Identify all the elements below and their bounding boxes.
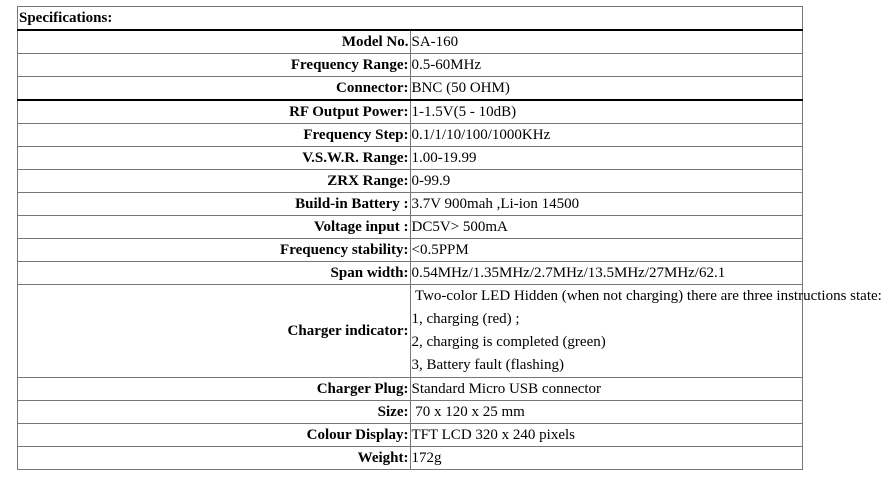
row-value: 0.1/1/10/100/1000KHz [410, 124, 803, 147]
row-value: 3.7V 900mah ,Li-ion 14500 [410, 193, 803, 216]
row-value: 1-1.5V(5 - 10dB) [410, 100, 803, 124]
table-row [18, 193, 803, 216]
row-label: Frequency Range: [18, 54, 411, 77]
charger-line: Two-color LED Hidden (when not charging) there are three instructions state: [411, 288, 882, 304]
row-label: ZRX Range: [18, 170, 411, 193]
row-label: Frequency Step: [18, 124, 411, 147]
charger-line: 3, Battery fault (flashing) [411, 357, 564, 373]
row-value: 0.5-60MHz [410, 54, 803, 77]
row-label: Colour Display: [18, 424, 411, 447]
row-label: Connector: [18, 77, 411, 101]
specifications-table [17, 6, 882, 470]
row-value: BNC (50 OHM) [410, 77, 803, 101]
table-row [18, 77, 803, 101]
row-label: Model No. [18, 30, 411, 54]
row-value: 0-99.9 [410, 170, 803, 193]
charger-line: 2, charging is completed (green) [411, 334, 606, 350]
row-value: 1.00-19.99 [410, 147, 803, 170]
row-label: Size: [18, 401, 411, 424]
row-label: V.S.W.R. Range: [18, 147, 411, 170]
row-value: DC5V> 500mA [410, 216, 803, 239]
row-value-multiline [410, 285, 882, 378]
table-row [18, 216, 803, 239]
row-label: Span width: [18, 262, 411, 285]
row-value: 70 x 120 x 25 mm [410, 401, 803, 424]
table-row [18, 447, 803, 470]
row-value: SA-160 [410, 30, 803, 54]
charger-line: 1, charging (red) ; [411, 311, 520, 327]
table-row [18, 378, 803, 401]
table-row [18, 54, 803, 77]
table-row [18, 124, 803, 147]
table-row [18, 170, 803, 193]
table-row [18, 100, 803, 124]
table-row [18, 30, 803, 54]
table-title: Specifications: [18, 7, 803, 31]
row-value: <0.5PPM [410, 239, 803, 262]
row-value: 172g [410, 447, 803, 470]
row-label: Build-in Battery : [18, 193, 411, 216]
row-label: Frequency stability: [18, 239, 411, 262]
row-label: Charger Plug: [18, 378, 411, 401]
row-label: Voltage input : [18, 216, 411, 239]
table-row [18, 239, 803, 262]
row-label: Charger indicator: [18, 285, 411, 378]
table-row [18, 262, 803, 285]
row-value: 0.54MHz/1.35MHz/2.7MHz/13.5MHz/27MHz/62.1 [410, 262, 803, 285]
row-label: RF Output Power: [18, 100, 411, 124]
row-value: TFT LCD 320 x 240 pixels [410, 424, 803, 447]
table-title-row [18, 7, 803, 31]
table-row [18, 424, 803, 447]
table-row [18, 147, 803, 170]
table-row [18, 285, 803, 378]
table-row [18, 401, 803, 424]
row-label: Weight: [18, 447, 411, 470]
row-value: Standard Micro USB connector [410, 378, 803, 401]
